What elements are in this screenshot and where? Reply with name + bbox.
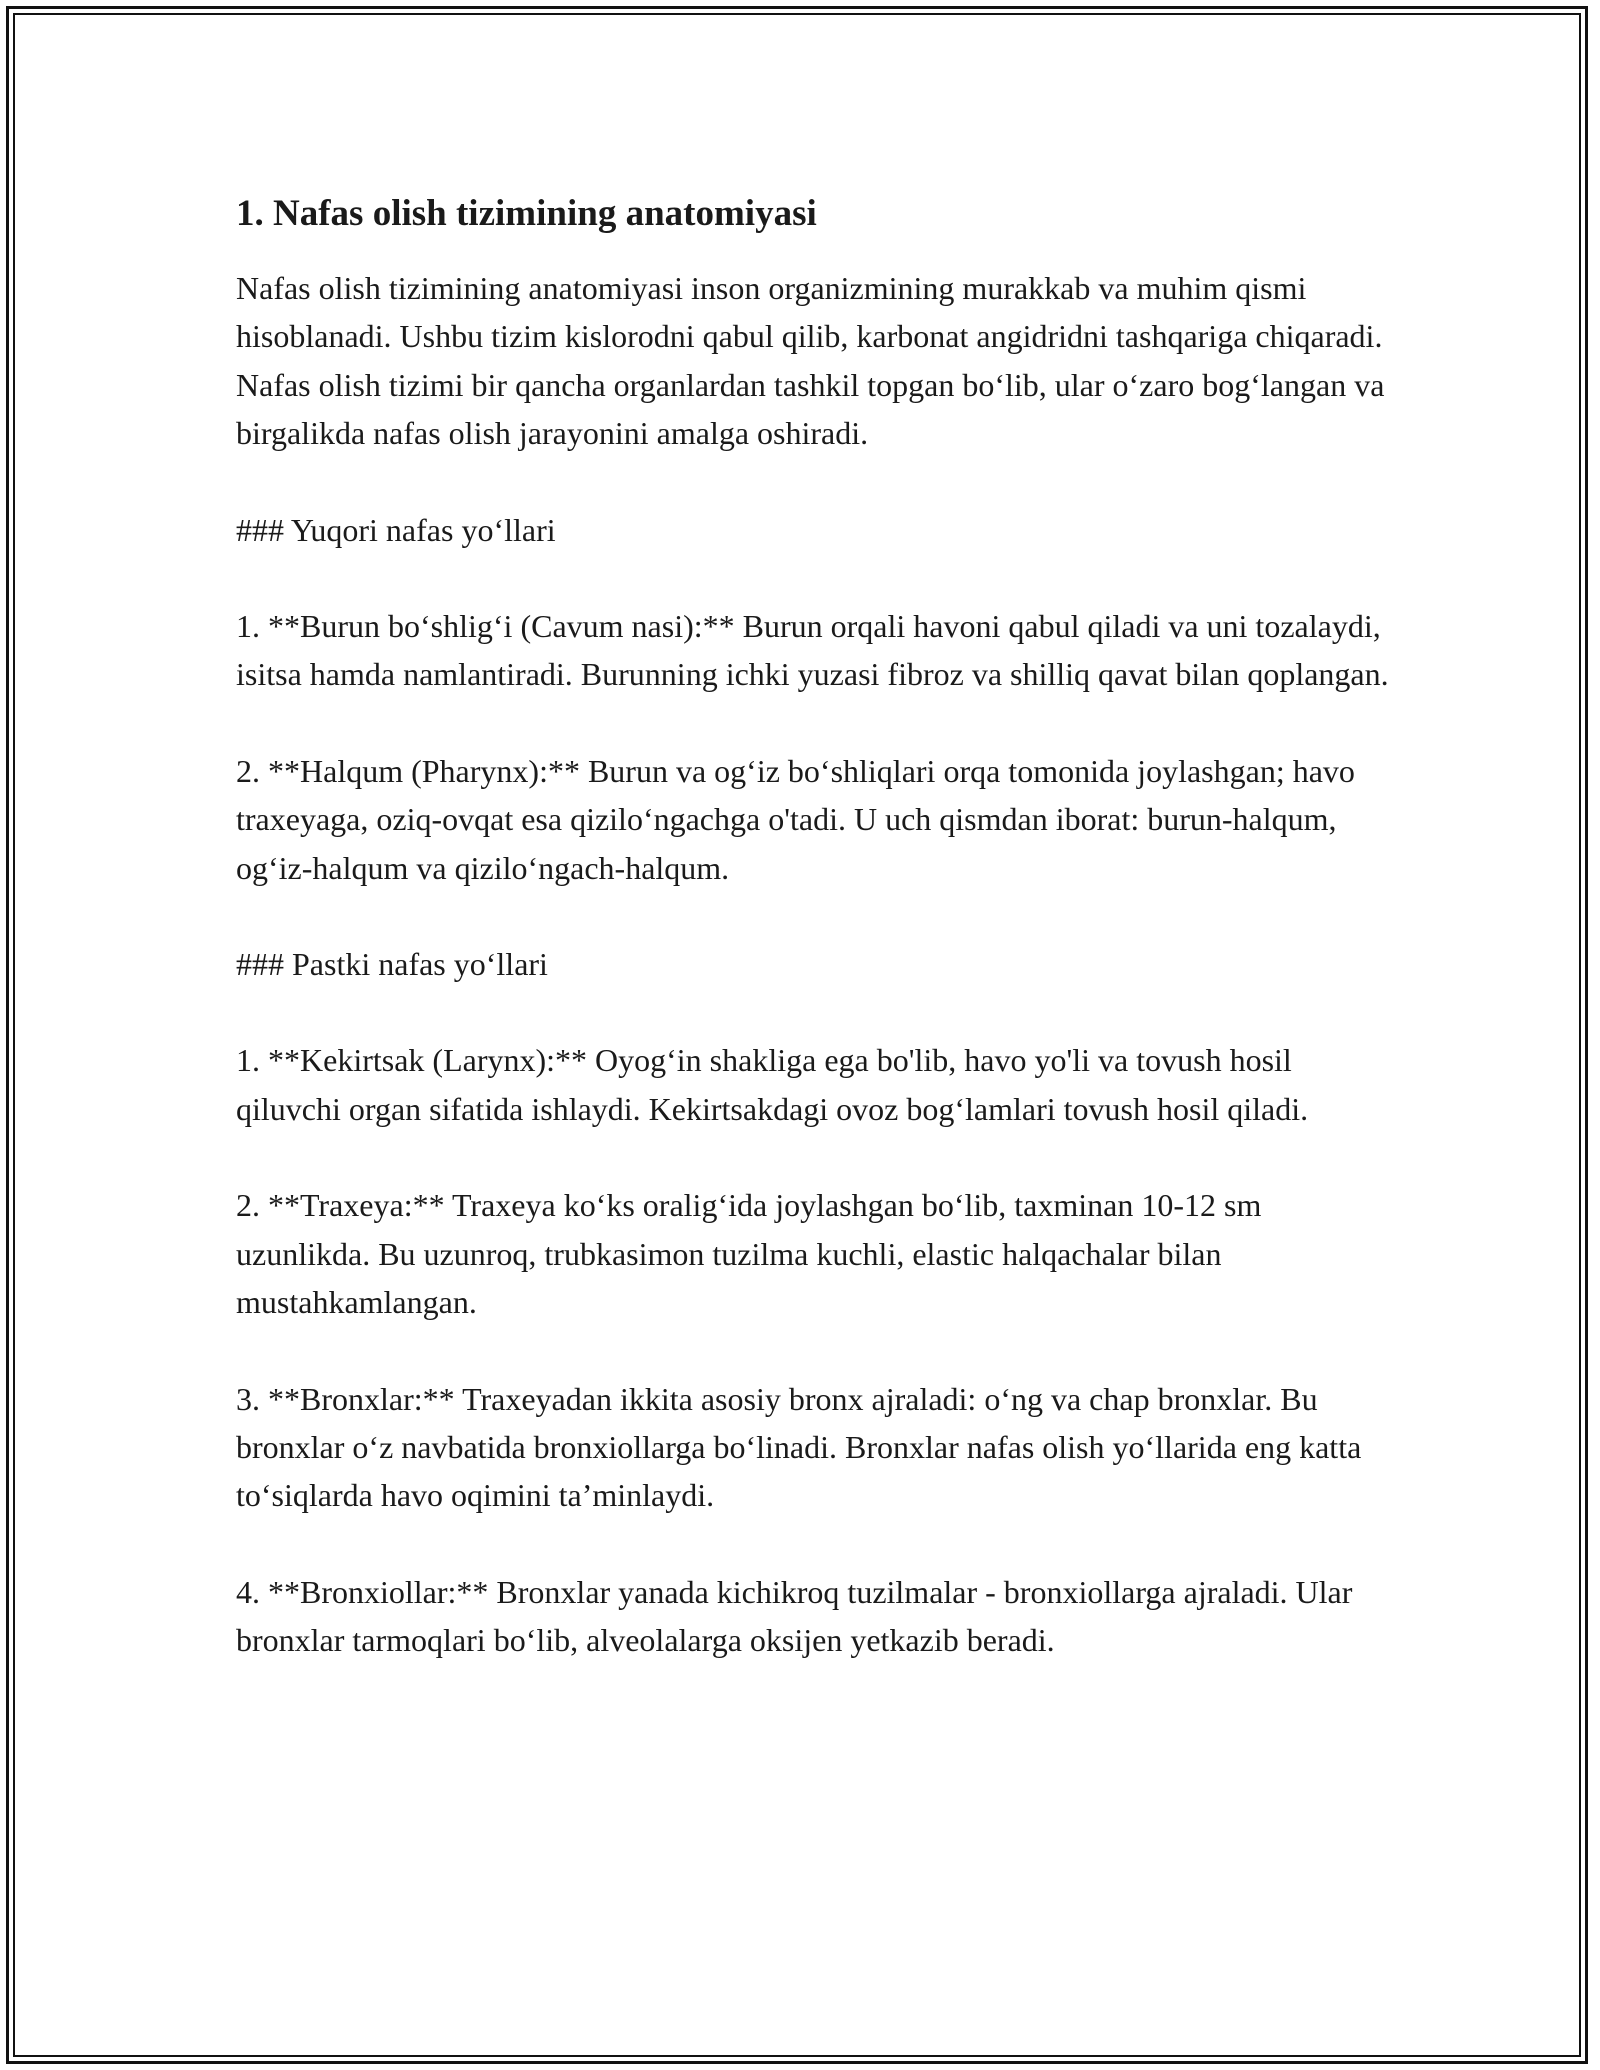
section-heading-lower-airways: ### Pastki nafas yo‘llari [236, 946, 548, 983]
list-item-trachea: 2. **Traxeya:** Traxeya ko‘ks oralig‘ida joylashgan bo‘lib, taxminan 10-12 sm uzunlikda. Bu uzunroq, trubkasimon tuzilma kuchli, elastic halqachalar bilan mustahkamlangan. [236, 1187, 1262, 1321]
list-item-bronchioles: 4. **Bronxiollar:** Bronxlar yanada kichikroq tuzilmalar - bronxiollarga ajraladi. Ular bronxlar tarmoqlari bo‘lib, alveolalarga oksijen yetkazib beradi. [236, 1573, 1353, 1659]
intro-paragraph: Nafas olish tizimining anatomiyasi inson organizmining murakkab va muhim qismi hisoblanadi. Ushbu tizim kislorodni qabul qilib, karbonat angidridni tashqariga chiqaradi. Nafas olish tizimi bir qancha organlardan tashkil topgan bo‘lib, ular o‘zaro bog‘langan va birgalikda nafas olish jarayonini amalga oshiradi. [236, 270, 1385, 452]
document-body [236, 188, 1396, 1665]
section-heading-upper-airways: ### Yuqori nafas yo‘llari [236, 511, 556, 548]
document-title: 1. Nafas olish tizimining anatomiyasi [236, 193, 817, 234]
list-item-bronchi: 3. **Bronxlar:** Traxeyadan ikkita asosiy bronx ajraladi: o‘ng va chap bronxlar. Bu bronxlar o‘z navbatida bronxiollarga bo‘linadi. Bronxlar nafas olish yo‘llarida eng katta to‘siqlarda havo oqimini ta’minlaydi. [236, 1380, 1362, 1514]
list-item-larynx: 1. **Kekirtsak (Larynx):** Oyog‘in shakliga ega bo'lib, havo yo'li va tovush hosil qiluvchi organ sifatida ishlaydi. Kekirtsakdagi ovoz bog‘lamlari tovush hosil qiladi. [236, 1042, 1309, 1127]
list-item-nasal-cavity: 1. **Burun bo‘shlig‘i (Cavum nasi):** Burun orqali havoni qabul qiladi va uni tozalaydi, isitsa hamda namlantiradi. Burunning ichki yuzasi fibroz va shilliq qavat bilan qoplangan. [236, 608, 1389, 693]
list-item-pharynx: 2. **Halqum (Pharynx):** Burun va og‘iz bo‘shliqlari orqa tomonida joylashgan; havo traxeyaga, oziq-ovqat esa qizilo‘ngachga o'tadi. U uch qismdan iborat: burun-halqum, og‘iz-halqum va qizilo‘ngach-halqum. [236, 752, 1355, 886]
